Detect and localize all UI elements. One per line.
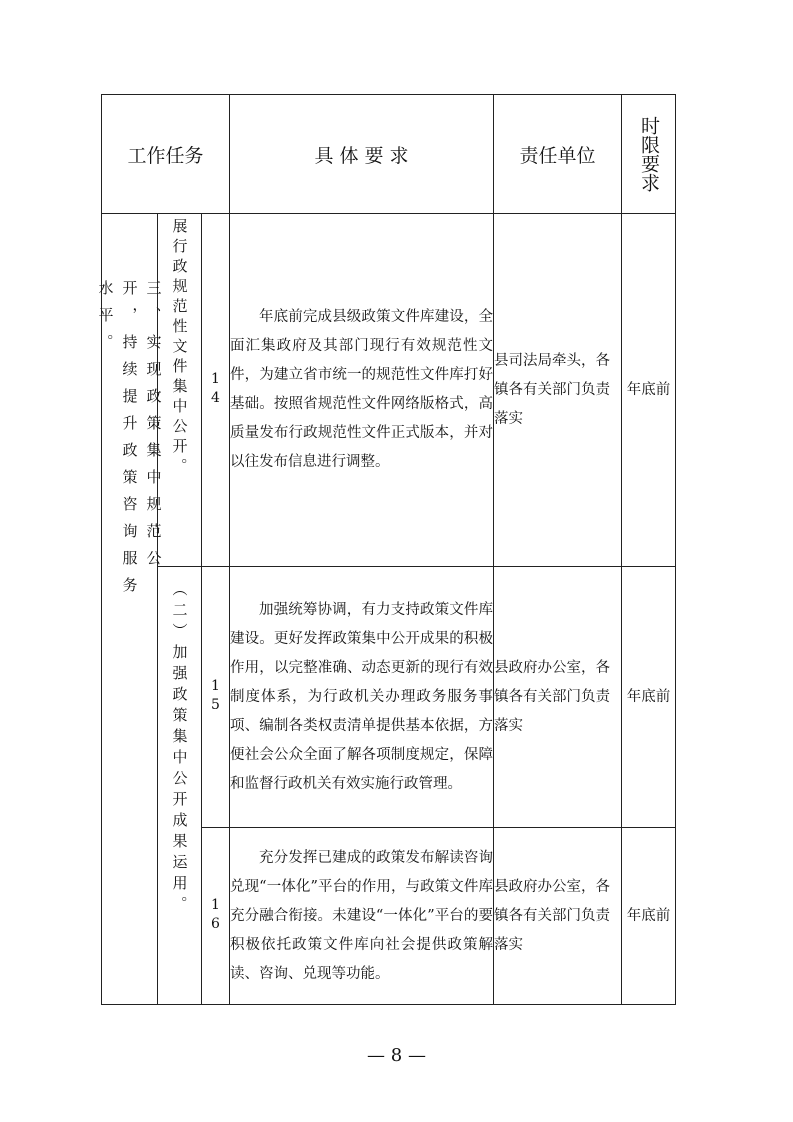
header-deadline: [622, 95, 676, 214]
subtask-cell: [158, 567, 202, 1005]
task-table: [96, 94, 676, 1005]
header-deadline-text: 时限要求: [638, 116, 660, 192]
category-text: 三、实现政策集中规范公开，持续提升政策咨询服务水平。: [96, 280, 163, 604]
requirement-cell: 充分发挥已建成的政策发布解读咨询兑现“一体化”平台的作用，与政策文件库充分融合衔接。未建设“一体化”平台的要积极依托政策文件库向社会提供政策解读、咨询、兑现等功能。: [230, 828, 494, 1005]
responsible-unit-cell: 县政府办公室，各镇各有关部门负责落实: [494, 828, 622, 1005]
deadline-cell: 年底前: [622, 828, 676, 1005]
task-number: 15: [207, 678, 224, 716]
table-row: [102, 214, 676, 567]
header-requirement: 具 体 要 求: [230, 95, 494, 214]
header-task: 工作任务: [102, 95, 230, 214]
responsible-unit-cell: 县司法局牵头，各镇各有关部门负责落实: [494, 214, 622, 567]
requirement-cell: 年底前完成县级政策文件库建设，全面汇集政府及其部门现行有效规范性文件，为建立省市统一的规范性文件库打好基础。按照省规范性文件网络版格式，高质量发布行政规范性文件正式版本，并对以往发布信息进行调整。: [230, 214, 494, 567]
deadline-cell: 年底前: [622, 567, 676, 828]
task-number: 16: [207, 897, 224, 935]
subtask-label: 展行政规范性文件集中公开。: [170, 218, 189, 478]
page-number: — 8 —: [367, 1045, 426, 1066]
num-cell: [202, 214, 230, 567]
table-row: [102, 567, 676, 828]
responsible-unit-cell: 县政府办公室，各镇各有关部门负责落实: [494, 567, 622, 828]
task-number: 14: [207, 371, 224, 409]
table-header-row: [102, 95, 676, 214]
header-unit: 责任单位: [494, 95, 622, 214]
category-cell: [96, 214, 163, 1005]
deadline-cell: 年底前: [622, 214, 676, 567]
requirement-cell: 加强统筹协调，有力支持政策文件库建设。更好发挥政策集中公开成果的积极作用，以完整准确、动态更新的现行有效制度体系，为行政机关办理政务服务事项、编制各类权责清单提供基本依据，方便社会公众全面了解各项制度规定，保障和监督行政机关有效实施行政管理。: [230, 567, 494, 828]
num-cell: [202, 567, 230, 828]
num-cell: [202, 828, 230, 1005]
subtask-label: （二）加强政策集中公开成果运用。: [170, 581, 189, 917]
